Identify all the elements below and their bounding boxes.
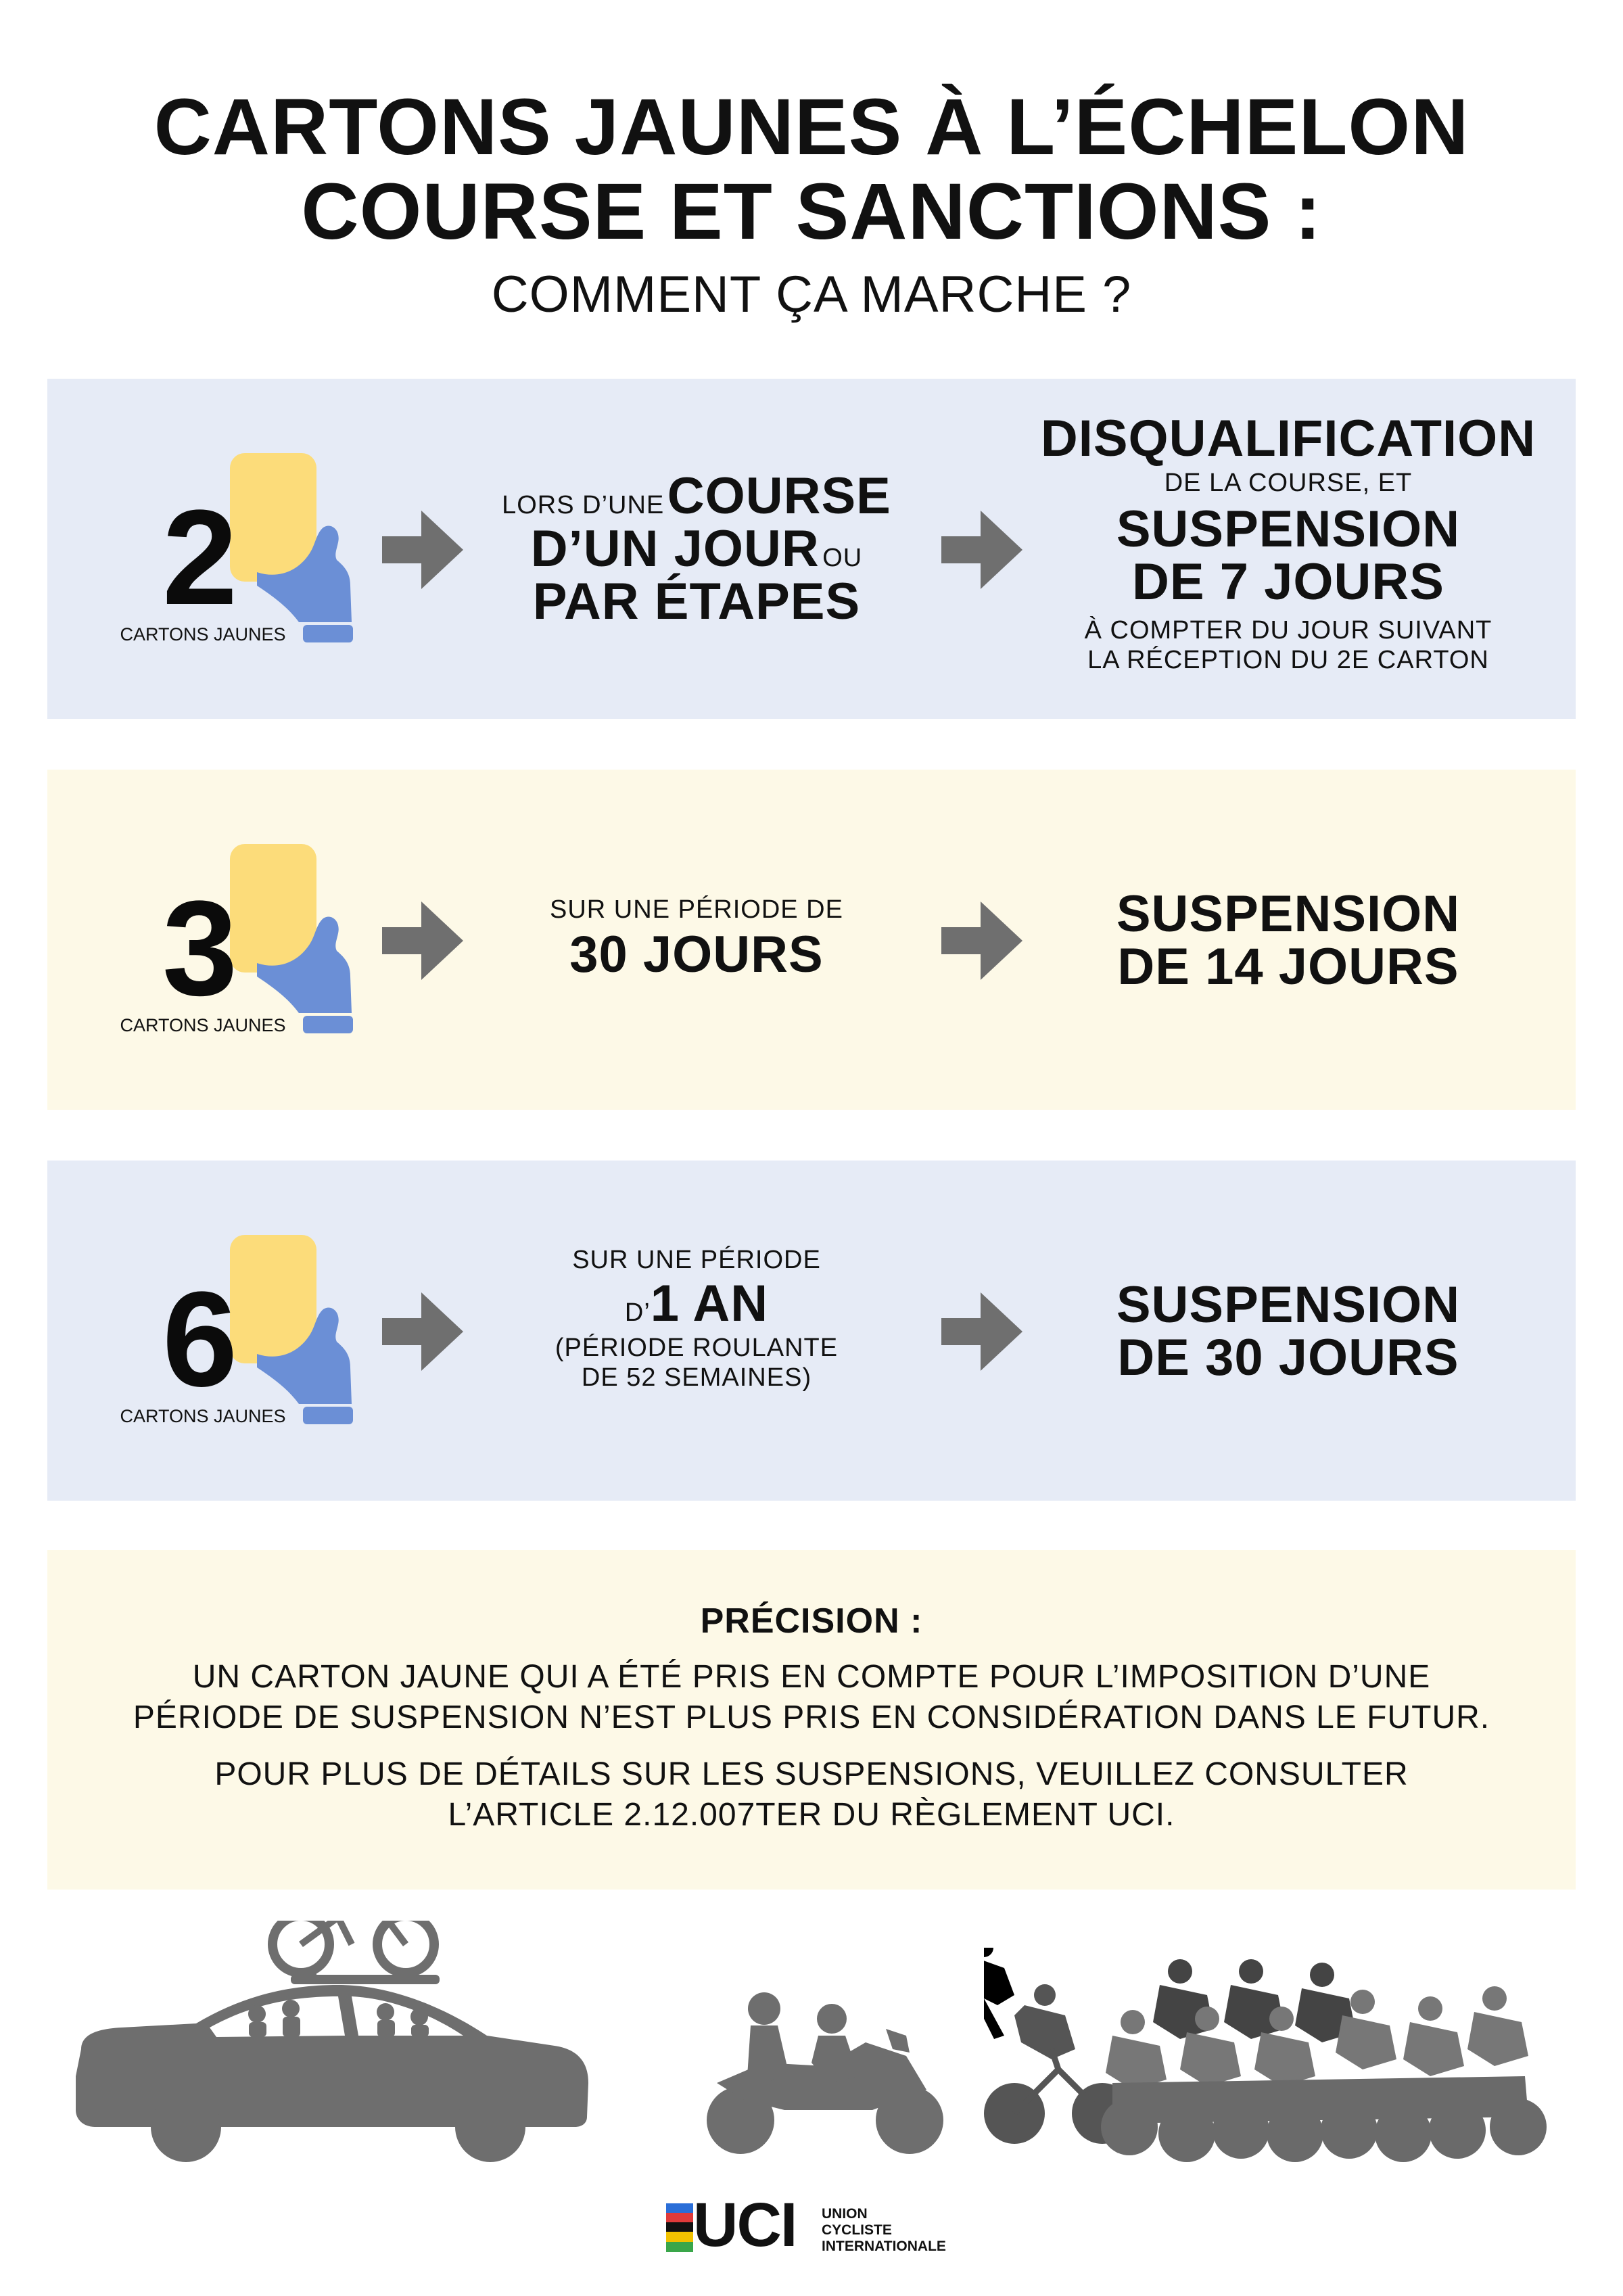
card-count: 3 [162, 873, 238, 1024]
yellow-card-hand-icon [230, 453, 385, 646]
sanction-strong: SUSPENSION [1116, 500, 1461, 558]
sanction-strong: DE 7 JOURS [1132, 553, 1444, 611]
sanction-head: DISQUALIFICATION [1040, 410, 1536, 467]
arrow-right-icon [382, 901, 463, 980]
uci-logo-subtitle [822, 2206, 946, 2255]
condition-text [480, 1245, 913, 1392]
condition-line: SUR UNE PÉRIODE [572, 1246, 821, 1274]
arrow-right-icon [941, 1292, 1022, 1371]
card-count: 6 [162, 1264, 238, 1415]
uci-logo-text: UCI [693, 2190, 797, 2259]
sanction-line: DE LA COURSE, ET [1164, 469, 1413, 497]
uci-sub-line: CYCLISTE [822, 2222, 892, 2238]
card-count-label: CARTONS JAUNES [120, 1015, 286, 1035]
card-count-label: CARTONS JAUNES [120, 1406, 286, 1426]
uci-sub-line: UNION [822, 2206, 868, 2222]
condition-strong: 30 JOURS [569, 926, 824, 983]
sanction-text [1025, 410, 1552, 675]
arrow-right-icon [382, 511, 463, 589]
sanction-strong: SUSPENSION [1116, 885, 1461, 943]
precision-paragraph-1-line-2: PÉRIODE DE SUSPENSION N’EST PLUS PRIS EN CONSIDÉRATION DANS LE FUTUR. [133, 1700, 1490, 1735]
precision-paragraph-2-line-2: L’ARTICLE 2.12.007TER DU RÈGLEMENT UCI. [448, 1797, 1175, 1833]
card-count-group [115, 844, 318, 1040]
rule-panel-6-cards [47, 1161, 1576, 1501]
sanction-strong: DE 30 JOURS [1117, 1329, 1459, 1386]
sanction-note: LA RÉCEPTION DU 2E CARTON [1087, 646, 1489, 674]
precision-paragraph-1-line-1: UN CARTON JAUNE QUI A ÉTÉ PRIS EN COMPTE POUR L’IMPOSITION D’UNE [192, 1659, 1431, 1695]
precision-title: PRÉCISION : [700, 1601, 923, 1641]
card-count-group [115, 1235, 318, 1431]
arrow-right-icon [382, 1292, 463, 1371]
condition-strong: COURSE [667, 467, 891, 525]
card-count-label: CARTONS JAUNES [120, 624, 286, 645]
sanction-text [1025, 885, 1552, 995]
team-car-silhouette [68, 1921, 595, 2178]
sanction-strong: DE 14 JOURS [1117, 938, 1459, 995]
condition-line: DE 52 SEMAINES) [581, 1363, 812, 1392]
condition-strong: 1 AN [650, 1275, 769, 1332]
precision-paragraph-2-line-1: POUR PLUS DE DÉTAILS SUR LES SUSPENSIONS, VEUILLEZ CONSULTER [214, 1756, 1409, 1792]
condition-prefix: D’ [624, 1298, 651, 1327]
main-title-line-2: COURSE ET SANCTIONS : [301, 167, 1322, 256]
condition-text [480, 467, 913, 630]
uci-logo [666, 2190, 977, 2259]
condition-strong: D’UN JOUR [530, 520, 820, 578]
card-count: 2 [162, 482, 238, 633]
sanction-text [1025, 1276, 1552, 1386]
rule-panel-2-cards [47, 379, 1576, 719]
yellow-card-hand-icon [230, 1235, 385, 1428]
arrow-right-icon [941, 511, 1022, 589]
condition-prefix: LORS D’UNE [502, 491, 665, 519]
condition-line: (PÉRIODE ROULANTE [555, 1334, 839, 1362]
sanction-strong: SUSPENSION [1116, 1276, 1461, 1334]
peloton-silhouette [984, 1948, 1555, 2171]
condition-line: SUR UNE PÉRIODE DE [550, 895, 843, 924]
uci-rainbow-stripes-icon [666, 2203, 693, 2252]
subtitle: COMMENT ÇA MARCHE ? [491, 266, 1132, 323]
condition-strong: PAR ÉTAPES [532, 573, 861, 630]
uci-sub-line: INTERNATIONALE [822, 2239, 946, 2254]
precision-panel [47, 1550, 1576, 1890]
sanction-note: À COMPTER DU JOUR SUIVANT [1084, 616, 1492, 645]
motorbike-silhouette [703, 1982, 954, 2157]
condition-connector: OU [822, 544, 863, 572]
rule-panel-3-cards [47, 770, 1576, 1110]
condition-text [480, 895, 913, 981]
card-count-group [115, 453, 318, 649]
yellow-card-hand-icon [230, 844, 385, 1037]
main-title-line-1: CARTONS JAUNES À L’ÉCHELON [154, 83, 1469, 172]
arrow-right-icon [941, 901, 1022, 980]
